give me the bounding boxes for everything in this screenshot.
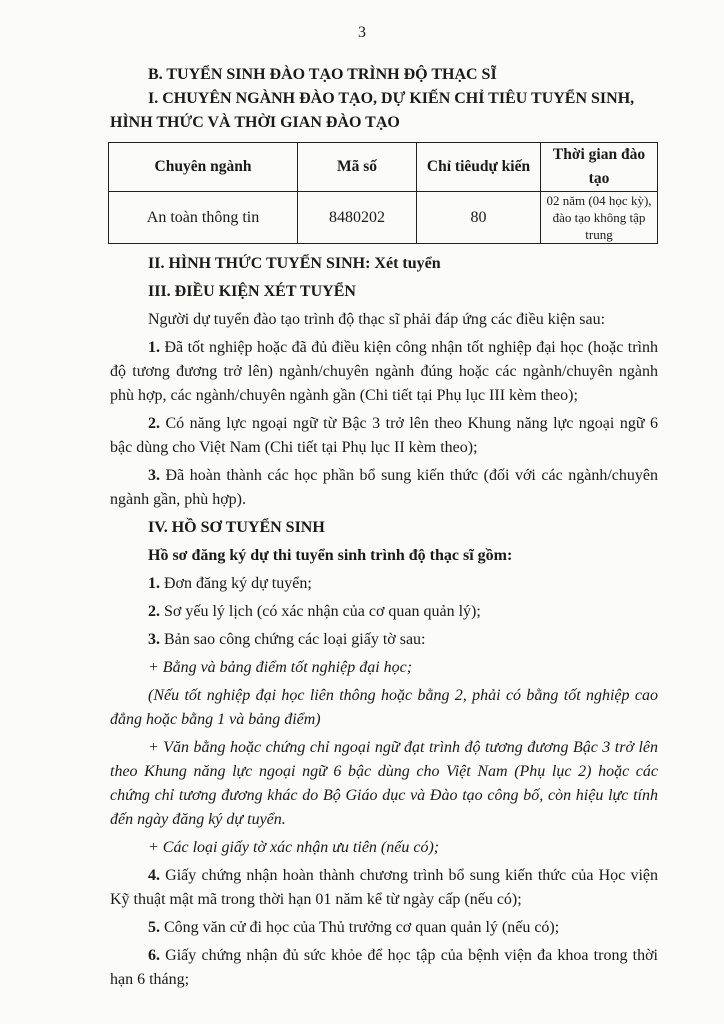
doc-item: 1. Đơn đăng ký dự tuyển; [148, 575, 312, 592]
doc-item: 2. Sơ yếu lý lịch (có xác nhận của cơ quan quản lý); [148, 603, 481, 620]
section-3-title: III. ĐIỀU KIỆN XÉT TUYỂN [148, 283, 356, 300]
italic-item: + Các loại giấy tờ xác nhận ưu tiên (nếu có); [148, 839, 440, 856]
table-cell: 8480202 [298, 192, 417, 244]
table-row [109, 192, 658, 244]
italic-item: + Văn bằng hoặc chứng chỉ ngoại ngữ đạt trình độ tương đương Bậc 3 trở lên theo Khung năng lực ngoại ngữ 6 bậc dùng cho Việt Nam (Phụ lục 2) hoặc các chứng chỉ tương đương khác do Bộ Giáo dục và Đào tạo công bố, còn hiệu lực tính đến ngày đăng ký dự tuyển. [110, 739, 658, 828]
table-header-row [109, 143, 658, 192]
doc-item: 6. Giấy chứng nhận đủ sức khỏe để học tập của bệnh viện đa khoa trong thời hạn 6 tháng; [110, 947, 658, 988]
page-number: 3 [358, 24, 366, 41]
doc-item: 3. Bản sao công chứng các loại giấy tờ sau: [148, 631, 426, 648]
program-table [108, 142, 658, 244]
table-cell: 80 [417, 192, 541, 244]
conditions-intro: Người dự tuyển đào tạo trình độ thạc sĩ phải đáp ứng các điều kiện sau: [148, 311, 606, 328]
table-header: Thời gian đào tạo [541, 143, 658, 192]
italic-item: (Nếu tốt nghiệp đại học liên thông hoặc bằng 2, phải có bằng tốt nghiệp cao đẳng hoặc bằng 1 và bảng điểm) [110, 687, 658, 728]
condition-item: 1. Đã tốt nghiệp hoặc đã đủ điều kiện công nhận tốt nghiệp đại học (hoặc trình độ tương đương trở lên) ngành/chuyên ngành đúng hoặc các ngành/chuyên ngành phù hợp, các ngành/chuyên ngành gần (Chi tiết tại Phụ lục III kèm theo); [110, 339, 658, 404]
table-cell: An toàn thông tin [109, 192, 298, 244]
section-2-title: II. HÌNH THỨC TUYỂN SINH: Xét tuyển [148, 255, 441, 272]
italic-item: + Bằng và bảng điểm tốt nghiệp đại học; [148, 659, 413, 676]
section-4-title: IV. HỒ SƠ TUYỂN SINH [148, 519, 325, 536]
document-body [110, 63, 658, 992]
section-b-title: B. TUYỂN SINH ĐÀO TẠO TRÌNH ĐỘ THẠC SĨ [148, 66, 497, 83]
table-header: Chuyên ngành [109, 143, 298, 192]
doc-item: 5. Công văn cử đi học của Thủ trưởng cơ quan quản lý (nếu có); [148, 919, 560, 936]
condition-item: 3. Đã hoàn thành các học phần bổ sung kiến thức (đối với các ngành/chuyên ngành gần, phù hợp). [110, 467, 658, 508]
table-header: Chỉ tiêudự kiến [417, 143, 541, 192]
section-1-title: I. CHUYÊN NGÀNH ĐÀO TẠO, DỰ KIẾN CHỈ TIÊU TUYỂN SINH, HÌNH THỨC VÀ THỜI GIAN ĐÀO TẠO [110, 90, 635, 131]
condition-item: 2. Có năng lực ngoại ngữ từ Bậc 3 trở lên theo Khung năng lực ngoại ngữ 6 bậc dùng cho Việt Nam (Chi tiết tại Phụ lục II kèm theo); [110, 415, 658, 456]
docs-heading: Hồ sơ đăng ký dự thi tuyển sinh trình độ thạc sĩ gồm: [148, 547, 513, 564]
table-cell: 02 năm (04 học kỳ), đào tạo không tập trung [541, 192, 658, 244]
table-header: Mã số [298, 143, 417, 192]
doc-item: 4. Giấy chứng nhận hoàn thành chương trình bổ sung kiến thức của Học viện Kỹ thuật mật mã trong thời hạn 01 năm kể từ ngày cấp (nếu có); [110, 867, 658, 908]
